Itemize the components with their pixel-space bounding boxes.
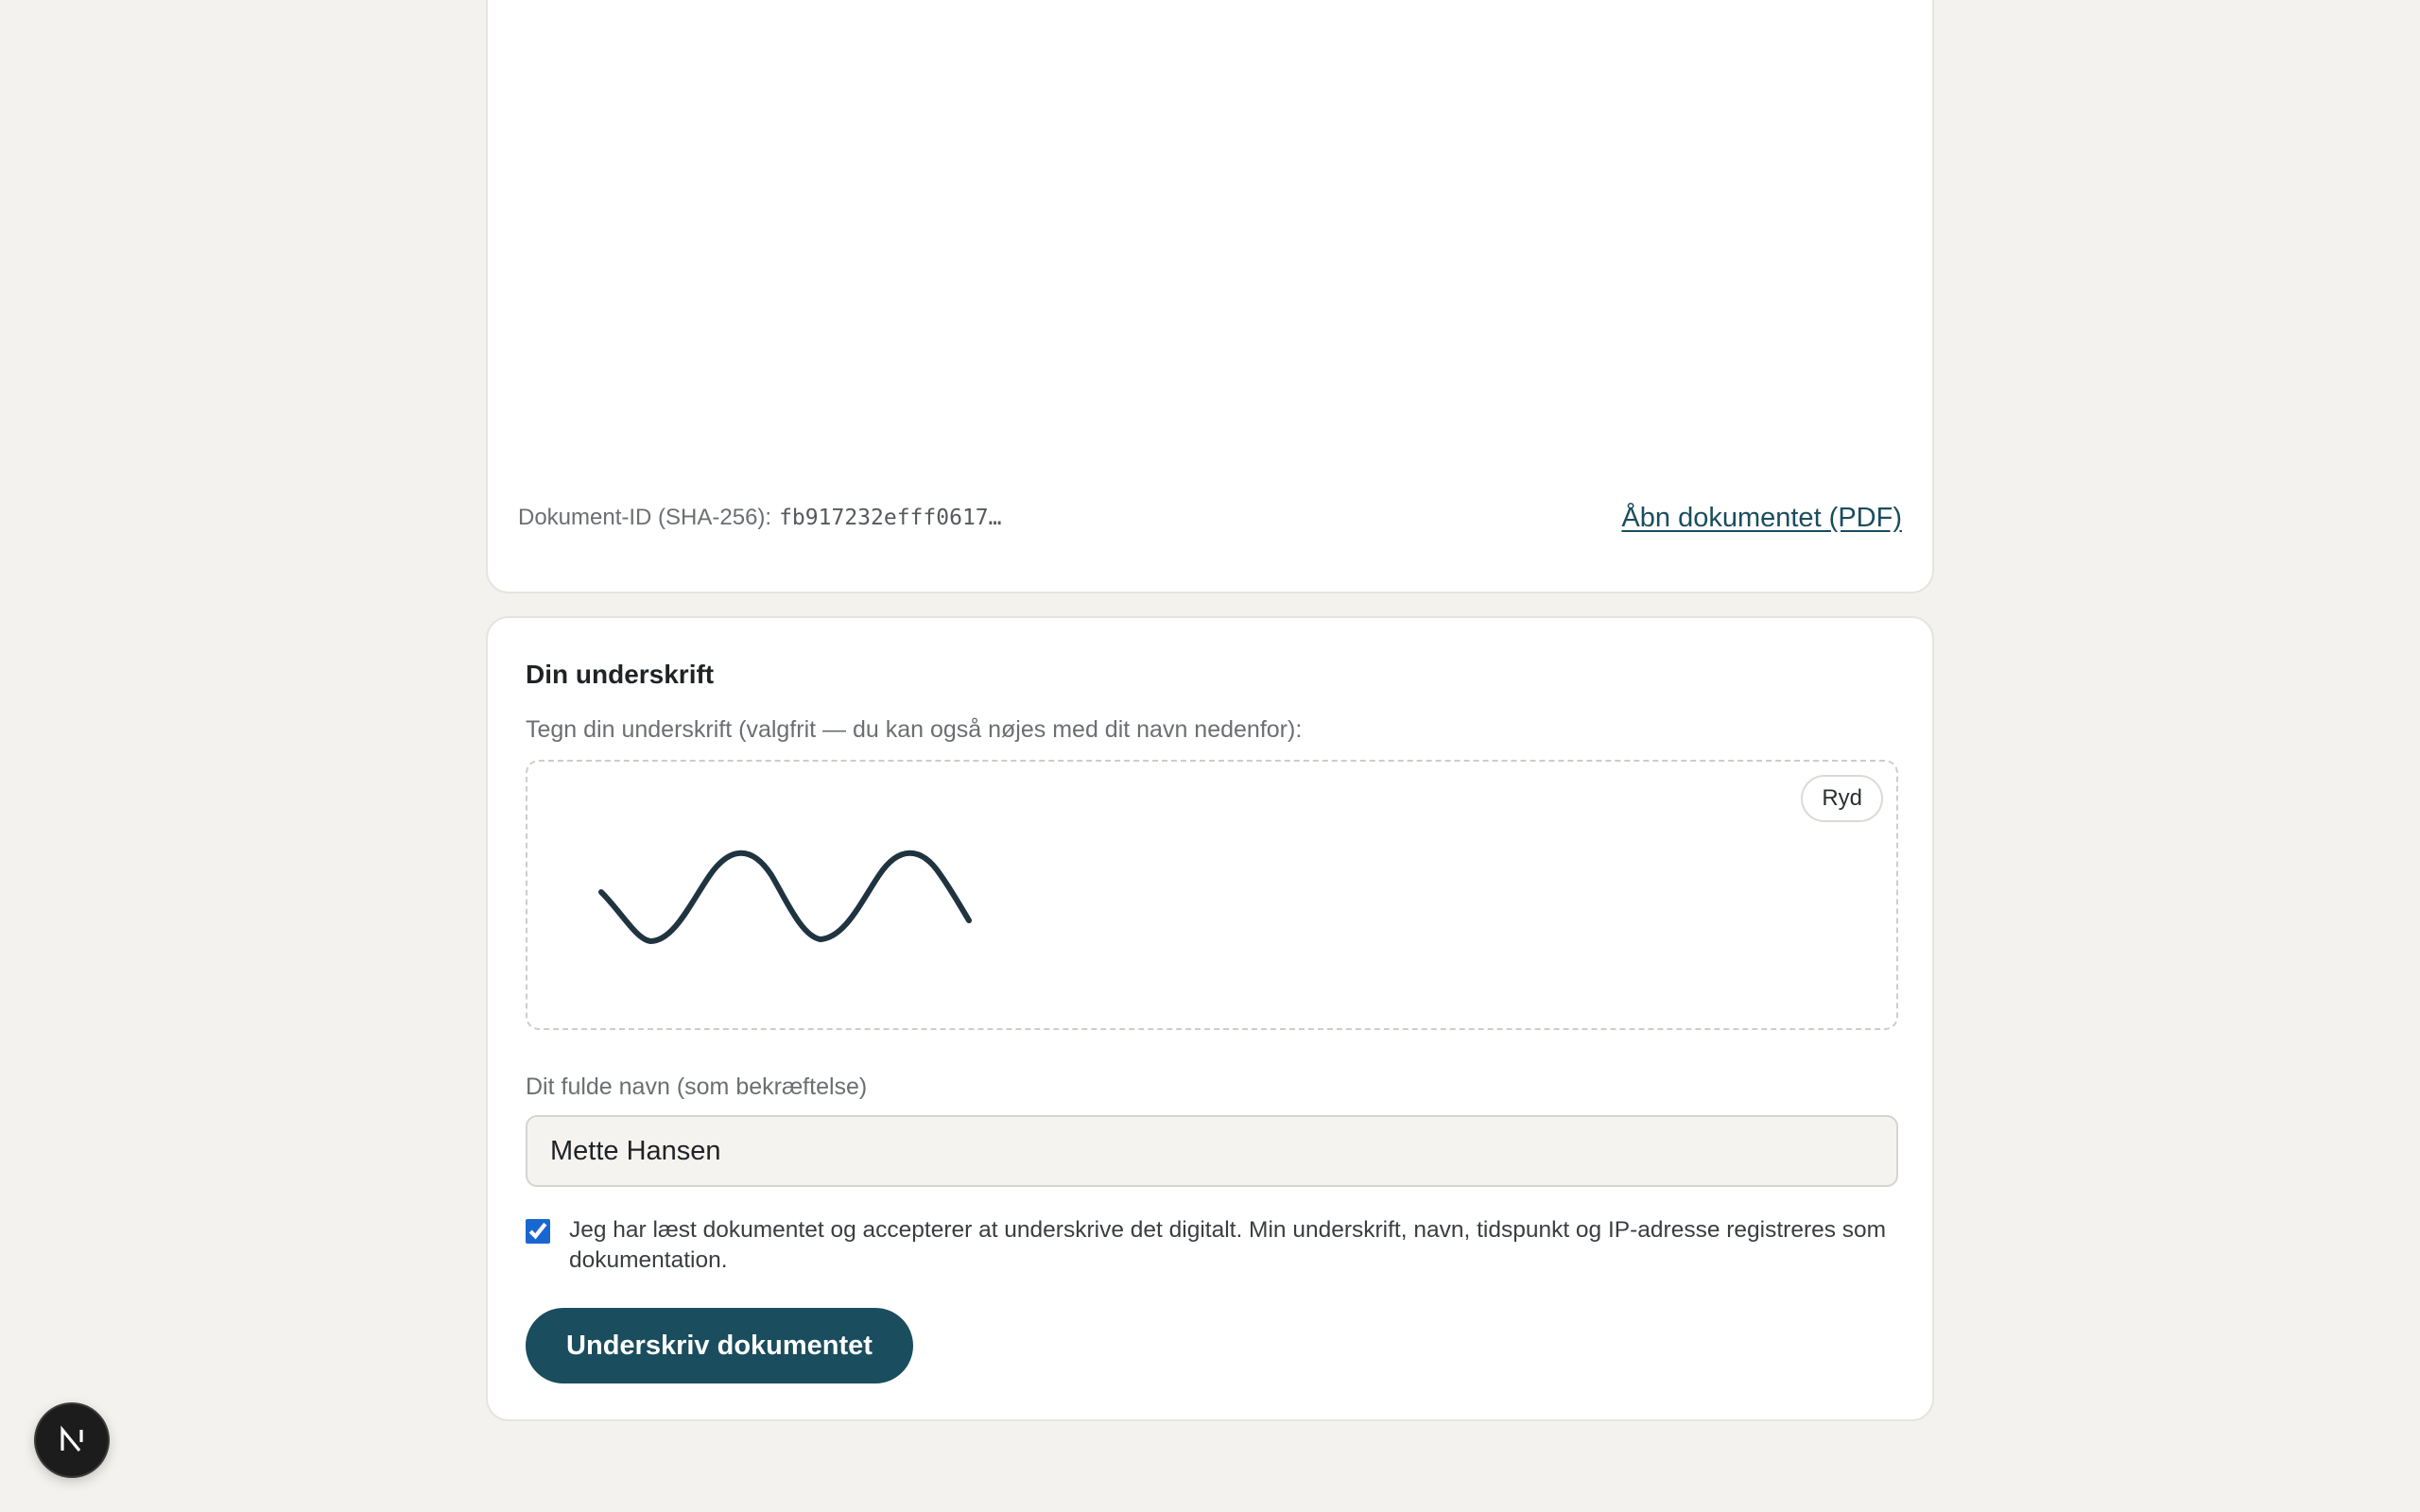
document-id — [518, 505, 1001, 531]
document-id-label: Dokument-ID (SHA-256): — [518, 505, 772, 530]
signature-stroke — [527, 762, 1896, 1028]
signature-title: Din underskrift — [526, 660, 715, 689]
document-preview-card — [486, 0, 1934, 593]
next-n-glyph — [51, 1419, 93, 1461]
consent-checkbox[interactable] — [526, 1219, 550, 1244]
clear-signature-button[interactable]: Ryd — [1801, 775, 1883, 822]
next-logo-icon[interactable] — [36, 1404, 108, 1476]
full-name-input[interactable] — [526, 1115, 1898, 1187]
signature-card — [486, 616, 1934, 1421]
consent-row — [526, 1215, 1898, 1276]
open-document-link[interactable]: Åbn dokumentet (PDF) — [1621, 502, 1902, 533]
full-name-label: Dit fulde navn (som bekræftelse) — [526, 1074, 868, 1100]
consent-text: Jeg har læst dokumentet og accepterer at underskrive det digitalt. Min underskrift, navn, tidspunkt og IP-adresse registreres som dokumentation. — [569, 1217, 1887, 1273]
document-footer — [518, 499, 1902, 537]
signature-pad[interactable] — [526, 760, 1898, 1030]
draw-signature-label: Tegn din underskrift (valgfrit — du kan også nøjes med dit navn nedenfor): — [526, 716, 1303, 743]
sign-document-button[interactable]: Underskriv dokumentet — [526, 1308, 913, 1383]
document-id-hash: fb917232efff0617… — [779, 506, 1002, 530]
